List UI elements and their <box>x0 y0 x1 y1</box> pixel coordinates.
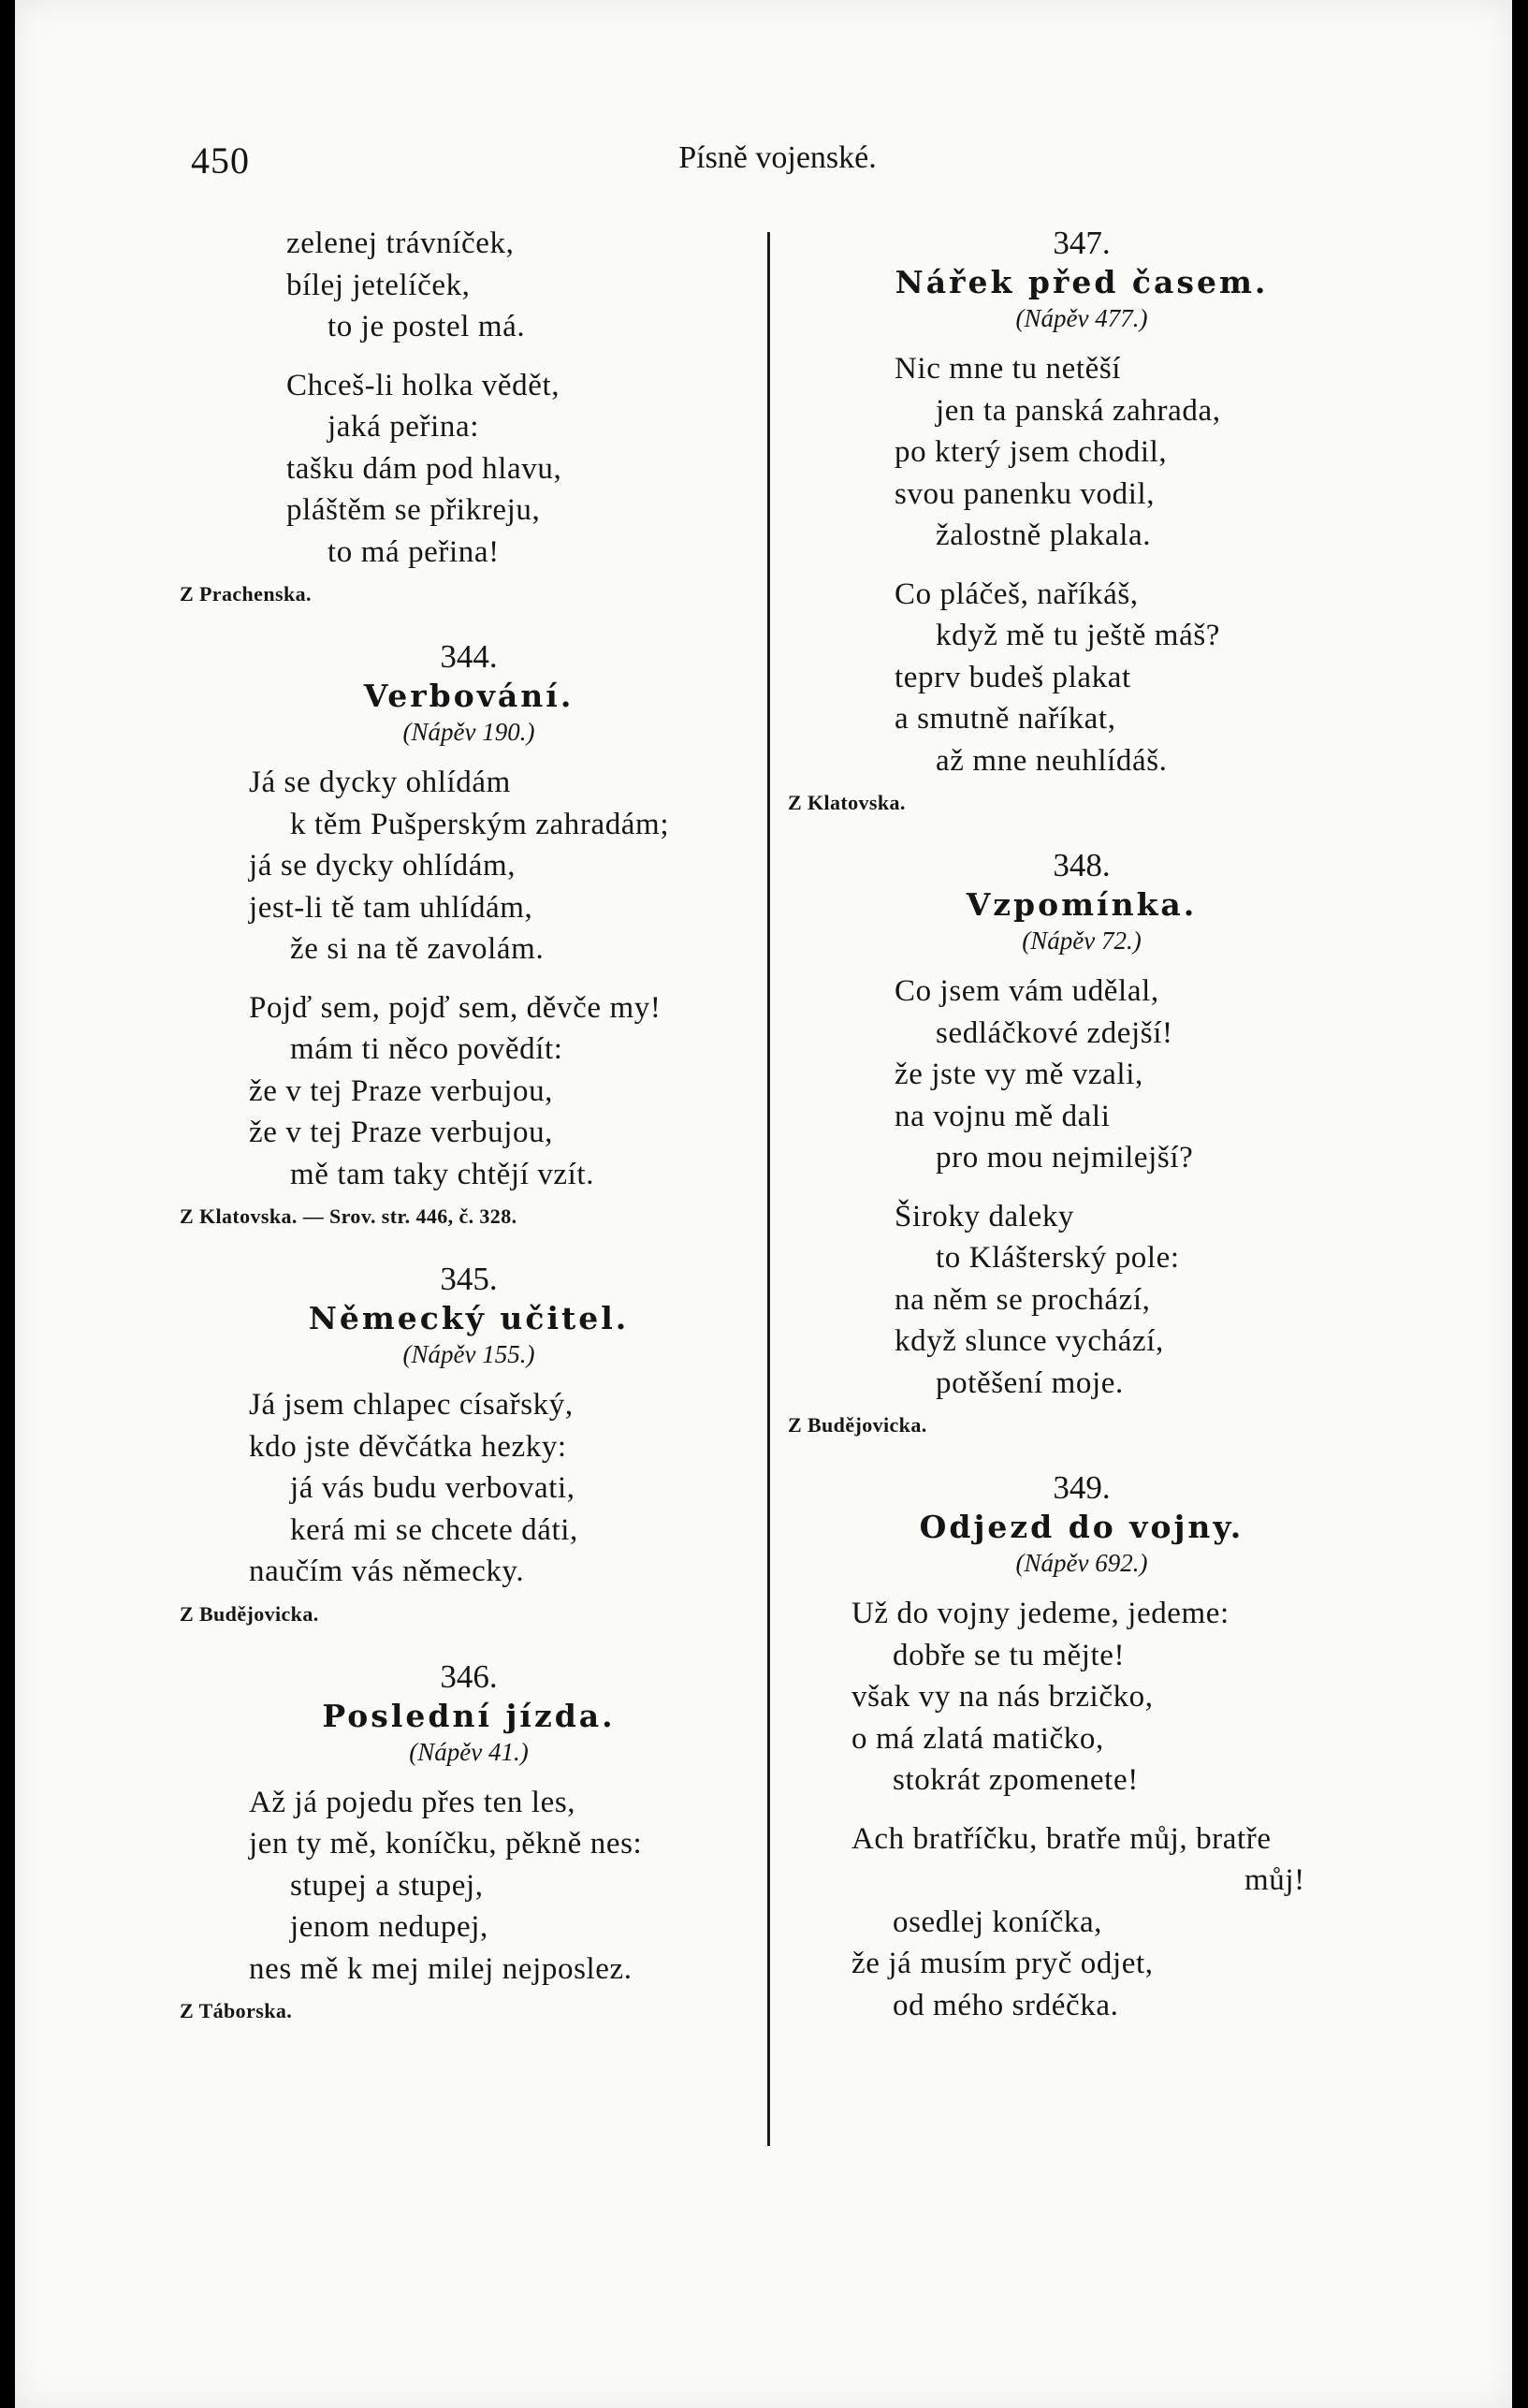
verse-line: zelenej trávníček, <box>286 226 515 260</box>
verse-line: když slunce vychází, <box>895 1324 1164 1358</box>
song-title: Německý učitel. <box>308 1300 630 1336</box>
stanza <box>792 1818 1372 2027</box>
stanza <box>792 970 1372 1179</box>
verse-line: že v tej Praze verbujou, <box>249 1073 554 1108</box>
stanza <box>183 762 754 970</box>
verse-line: svou panenku vodil, <box>895 476 1156 511</box>
verse-line: od mého srdéčka. <box>893 1988 1119 2022</box>
verse-line: Široky daleky <box>895 1199 1075 1233</box>
song-number: 346. <box>440 1657 498 1695</box>
verse-line: Co pláčeš, naříkáš, <box>895 576 1139 611</box>
verse-line: Chceš-li holka vědět, <box>286 368 560 402</box>
verse-line: když mě tu ještě máš? <box>936 619 1221 652</box>
tune-reference: (Nápěv 41.) <box>409 1737 529 1766</box>
verse-line: na vojnu mě dali <box>895 1099 1111 1133</box>
verse-line: sedláčkové zdejší! <box>936 1015 1173 1050</box>
song-346 <box>180 1656 754 2026</box>
verse-line: o má zlatá matičko, <box>851 1721 1104 1756</box>
verse-line: můj! <box>1244 1863 1305 1897</box>
song-number: 348. <box>1053 847 1111 883</box>
song-title: Poslední jízda. <box>322 1697 616 1734</box>
song-number: 344. <box>440 638 498 675</box>
song-347 <box>788 223 1372 817</box>
stanza <box>792 1593 1372 1802</box>
source-note: Z Budějovicka. <box>180 1601 319 1626</box>
song-344 <box>180 636 754 1231</box>
verse-line: jen ta panská zahrada, <box>936 393 1221 428</box>
verse-line: kdo jste děvčátka hezky: <box>249 1429 567 1464</box>
verse-line: to má peřina! <box>327 534 500 569</box>
verse-line: k těm Pušperským zahradám; <box>290 807 670 841</box>
stanza <box>183 987 754 1196</box>
right-column <box>788 223 1372 2043</box>
verse-line: jen ty mě, koníčku, pěkně nes: <box>249 1827 643 1861</box>
column-divider <box>767 232 770 2146</box>
verse-line: že v tej Praze verbujou, <box>249 1116 554 1149</box>
verse-line: dobře se tu mějte! <box>893 1638 1126 1672</box>
stanza <box>183 223 754 348</box>
song-number: 345. <box>440 1261 498 1297</box>
verse-line: Pojď sem, pojď sem, děvče my! <box>249 990 662 1025</box>
verse-line: Nic mne tu netěší <box>895 352 1122 386</box>
verse-line: však vy na nás brzičko, <box>851 1680 1154 1714</box>
tune-reference: (Nápěv 190.) <box>402 718 535 746</box>
verse-line: Já jsem chlapec císařský, <box>249 1388 574 1422</box>
source-note: Z Táborska. <box>180 1999 293 2022</box>
verse-line: potěšení moje. <box>936 1365 1124 1400</box>
verse-line: to Klášterský pole: <box>936 1241 1180 1275</box>
verse-line: kerá mi se chcete dáti, <box>290 1512 578 1547</box>
verse-line: Já se dycky ohlídám <box>249 766 511 799</box>
song-348 <box>788 845 1372 1439</box>
stanza <box>183 1782 754 1991</box>
verse-line: tašku dám pod hlavu, <box>286 451 562 486</box>
tune-reference: (Nápěv 477.) <box>1015 304 1148 332</box>
source-note: Z Budějovicka. <box>788 1413 927 1437</box>
page-header <box>15 139 1512 195</box>
song-number: 347. <box>1053 225 1111 261</box>
stanza <box>183 1384 754 1593</box>
verse-line: nes mě k mej milej nejposlez. <box>249 1951 633 1986</box>
verse-line: jenom nedupej, <box>290 1910 488 1944</box>
verse-line: jest-li tě tam uhlídám, <box>249 890 533 925</box>
verse-line: po který jsem chodil, <box>895 435 1168 469</box>
tune-reference: (Nápěv 72.) <box>1022 927 1142 955</box>
verse-line: a smutně naříkat, <box>895 702 1116 736</box>
verse-line: osedlej koníčka, <box>893 1905 1103 1939</box>
verse-line: žalostně plakala. <box>936 518 1152 552</box>
verse-line: pláštěm se přikreju, <box>286 493 541 527</box>
left-column <box>180 223 754 2053</box>
tune-reference: (Nápěv 155.) <box>402 1340 535 1368</box>
stanza <box>792 348 1372 557</box>
running-title: Písně vojenské. <box>678 140 877 175</box>
book-page <box>15 0 1512 2408</box>
tune-reference: (Nápěv 692.) <box>1015 1549 1148 1577</box>
verse-line: bílej jetelíček, <box>286 268 471 302</box>
verse-line: stokrát zpomenete! <box>893 1763 1139 1797</box>
verse-line: já se dycky ohlídám, <box>249 849 517 883</box>
source-note: Z Prachenska. <box>180 582 312 606</box>
verse-line: že si na tě zavolám. <box>290 932 545 966</box>
song-title: Vzpomínka. <box>966 886 1198 923</box>
page-number: 450 <box>191 139 250 182</box>
verse-line: Co jsem vám udělal, <box>895 974 1159 1008</box>
verse-line: naučím vás německy. <box>249 1554 525 1588</box>
song-345 <box>180 1259 754 1628</box>
verse-line: na něm se prochází, <box>895 1282 1151 1317</box>
song-title: Odjezd do vojny. <box>919 1509 1244 1545</box>
verse-line: Už do vojny jedeme, jedeme: <box>851 1597 1230 1630</box>
song-349 <box>792 1467 1372 2026</box>
song-title: Verbování. <box>363 678 575 714</box>
stanza <box>183 365 754 574</box>
song-number: 349. <box>1053 1469 1111 1506</box>
verse-line: pro mou nejmilejší? <box>936 1141 1194 1175</box>
verse-line: že jste vy mě vzali, <box>895 1058 1143 1091</box>
stanza <box>792 574 1372 782</box>
verse-line: stupej a stupej, <box>290 1868 484 1903</box>
source-note: Z Klatovska. — Srov. str. 446, č. 328. <box>180 1204 517 1228</box>
verse-line: Ach bratříčku, bratře můj, bratře <box>851 1821 1272 1856</box>
verse-line: mám ti něco povědít: <box>290 1032 563 1066</box>
verse-line: že já musím pryč odjet, <box>851 1947 1154 1980</box>
verse-line: jaká peřina: <box>327 410 480 444</box>
stanza <box>792 1196 1372 1405</box>
song-title: Nářek před časem. <box>895 264 1269 300</box>
verse-line: Až já pojedu přes ten les, <box>249 1785 576 1819</box>
verse-line: to je postel má. <box>327 310 526 343</box>
verse-line: až mne neuhlídáš. <box>936 743 1168 778</box>
verse-line: teprv budeš plakat <box>895 660 1131 694</box>
source-note: Z Klatovska. <box>788 791 906 814</box>
verse-line: já vás budu verbovati, <box>290 1471 575 1505</box>
verse-line: mě tam taky chtějí vzít. <box>290 1157 595 1191</box>
